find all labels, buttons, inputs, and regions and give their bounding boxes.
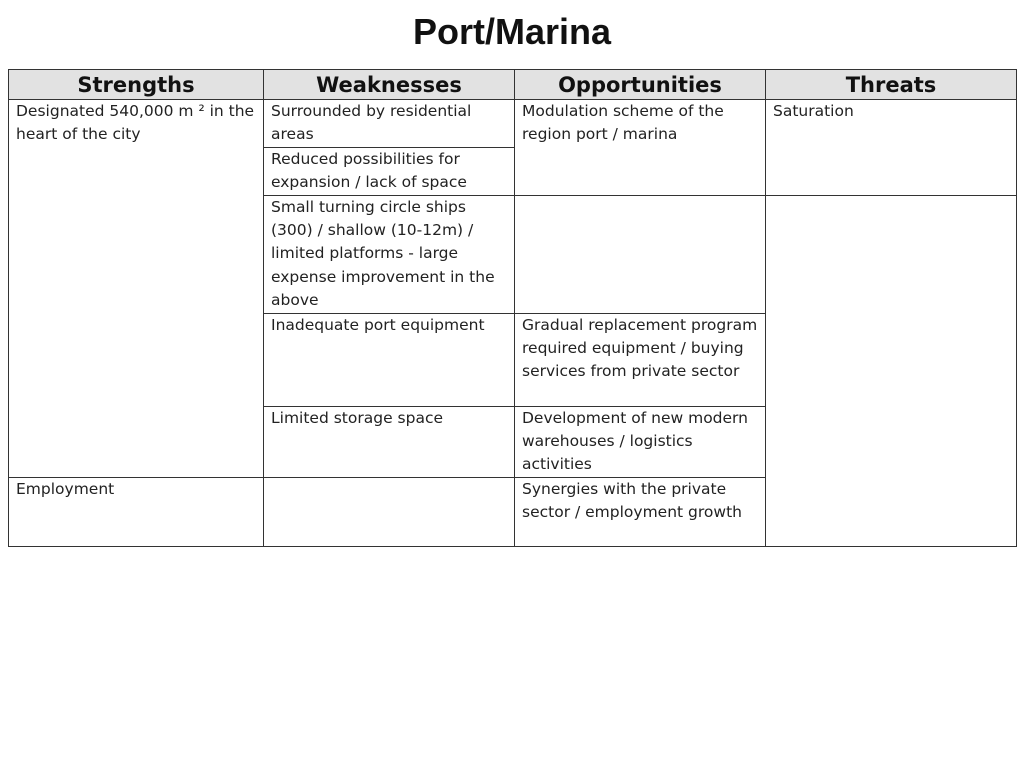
opportunity-cell: Synergies with the private sector / employment growth	[515, 477, 766, 546]
weakness-cell: Inadequate port equipment	[264, 313, 515, 406]
header-row	[9, 70, 1017, 100]
threat-cell-empty	[766, 195, 1017, 546]
strength-cell: Employment	[9, 477, 264, 546]
opportunity-cell: Modulation scheme of the region port / marina	[515, 100, 766, 196]
weakness-cell: Reduced possibilities for expansion / lack of space	[264, 147, 515, 195]
page-title: Port/Marina	[412, 11, 612, 52]
opportunity-cell: Development of new modern warehouses / logistics activities	[515, 406, 766, 477]
opportunity-cell-empty	[515, 195, 766, 313]
swot-table	[8, 69, 1017, 547]
header-weaknesses: Weaknesses	[264, 70, 515, 100]
opportunity-cell: Gradual replacement program required equipment / buying services from private sector	[515, 313, 766, 406]
threat-cell: Saturation	[766, 100, 1017, 196]
weakness-cell: Small turning circle ships (300) / shallow (10-12m) / limited platforms - large expense improvement in the above	[264, 195, 515, 313]
weakness-cell: Limited storage space	[264, 406, 515, 477]
header-threats: Threats	[766, 70, 1017, 100]
strength-cell: Designated 540,000 m ² in the heart of the city	[9, 100, 264, 478]
weakness-cell-empty	[264, 477, 515, 546]
table-row	[9, 100, 1017, 148]
weakness-cell: Surrounded by residential areas	[264, 100, 515, 148]
header-strengths: Strengths	[9, 70, 264, 100]
header-opportunities: Opportunities	[515, 70, 766, 100]
